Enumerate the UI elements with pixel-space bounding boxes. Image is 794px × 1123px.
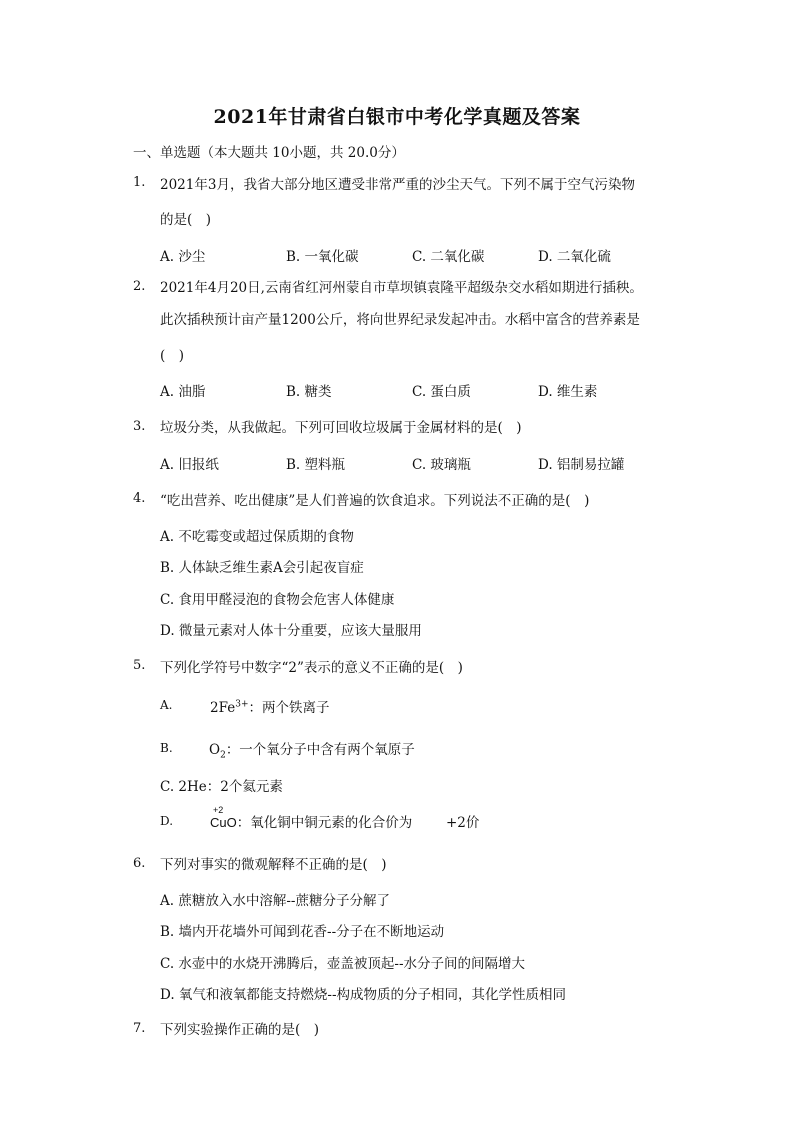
option-b: B. 糖类 bbox=[286, 384, 332, 400]
option-a bbox=[210, 696, 330, 716]
option-a: A. 蔗糖放入水中溶解--蔗糖分子分解了 bbox=[160, 893, 390, 909]
question-number: 5. bbox=[133, 658, 146, 673]
question-text: 下列化学符号中数字“2”表示的意义不正确的是( ) bbox=[160, 660, 463, 676]
option-c: C. 2He：2个氦元素 bbox=[160, 779, 283, 795]
question-text: 垃圾分类，从我做起。下列可回收垃圾属于金属材料的是( ) bbox=[160, 420, 522, 436]
question-text: “吃出营养、吃出健康”是人们普遍的饮食追求。下列说法不正确的是( ) bbox=[160, 493, 590, 509]
question-number: 1. bbox=[133, 175, 146, 190]
question-text: 此次插秧预计亩产量1200公斤，将向世界纪录发起冲击。水稻中富含的营养素是 bbox=[160, 312, 640, 328]
option-a-label: A. bbox=[160, 698, 173, 712]
valence-mark: +2 bbox=[213, 805, 224, 815]
question-text: ( ) bbox=[160, 348, 185, 364]
option-d: D. 微量元素对人体十分重要，应该大量服用 bbox=[160, 623, 422, 639]
question-number: 2. bbox=[133, 279, 146, 294]
question-number: 6. bbox=[133, 856, 146, 871]
option-d: D. 维生素 bbox=[538, 384, 598, 400]
option-a: A. 沙尘 bbox=[160, 249, 206, 265]
question-number: 3. bbox=[133, 419, 146, 434]
question-text: 下列实验操作正确的是( ) bbox=[160, 1022, 320, 1038]
question-text: 下列对事实的微观解释不正确的是( ) bbox=[160, 857, 387, 873]
option-d-label: D. bbox=[160, 814, 174, 828]
question-number: 7. bbox=[133, 1021, 146, 1036]
option-c: C. 水壶中的水烧开沸腾后，壶盖被顶起--水分子间的间隔增大 bbox=[160, 956, 526, 972]
option-a: A. 旧报纸 bbox=[160, 457, 219, 473]
option-a: A. 不吃霉变或超过保质期的食物 bbox=[160, 529, 354, 545]
option-b: B. 墙内开花墙外可闻到花香--分子在不断地运动 bbox=[160, 924, 445, 940]
option-d bbox=[210, 805, 413, 831]
option-b: B. 塑料瓶 bbox=[286, 457, 346, 473]
question-number: 4. bbox=[133, 491, 146, 506]
valence-formula bbox=[210, 805, 237, 830]
formula: 2Fe bbox=[210, 700, 236, 716]
question-text: 的是( ) bbox=[160, 212, 212, 228]
option-c: C. 玻璃瓶 bbox=[412, 457, 471, 473]
valence-value: +2价 bbox=[446, 815, 480, 831]
formula: O bbox=[209, 742, 221, 758]
option-a: A. 油脂 bbox=[160, 384, 206, 400]
option-b-label: B. bbox=[160, 741, 173, 755]
option-text: ：一个氧分子中含有两个氧原子 bbox=[225, 742, 415, 758]
option-d: D. 二氧化硫 bbox=[538, 249, 611, 265]
option-text: ：氧化铜中铜元素的化合价为 bbox=[236, 815, 413, 831]
option-d: D. 氧气和液氧都能支持燃烧--构成物质的分子相同，其化学性质相同 bbox=[160, 987, 567, 1003]
option-b: B. 人体缺乏维生素A会引起夜盲症 bbox=[160, 560, 364, 576]
option-b: B. 一氧化碳 bbox=[286, 249, 359, 265]
question-text: 2021年4月20日,云南省红河州蒙自市草坝镇袁隆平超级杂交水稻如期进行插秧。 bbox=[160, 280, 643, 296]
option-d: D. 铝制易拉罐 bbox=[538, 457, 625, 473]
ion-charge: 3+ bbox=[235, 699, 249, 710]
subscript: 2 bbox=[220, 750, 226, 761]
option-c: C. 二氧化碳 bbox=[412, 249, 485, 265]
question-text: 2021年3月，我省大部分地区遭受非常严重的沙尘天气。下列不属于空气污染物 bbox=[160, 177, 635, 193]
option-c: C. 食用甲醛浸泡的食物会危害人体健康 bbox=[160, 592, 395, 608]
option-c: C. 蛋白质 bbox=[412, 384, 471, 400]
option-b bbox=[209, 738, 415, 761]
section-header: 一、单选题（本大题共 10小题，共 20.0分） bbox=[133, 145, 405, 161]
page-title: 2021年甘肃省白银市中考化学真题及答案 bbox=[213, 106, 581, 128]
formula: CuO bbox=[210, 815, 237, 830]
option-text: ：两个铁离子 bbox=[248, 700, 330, 716]
